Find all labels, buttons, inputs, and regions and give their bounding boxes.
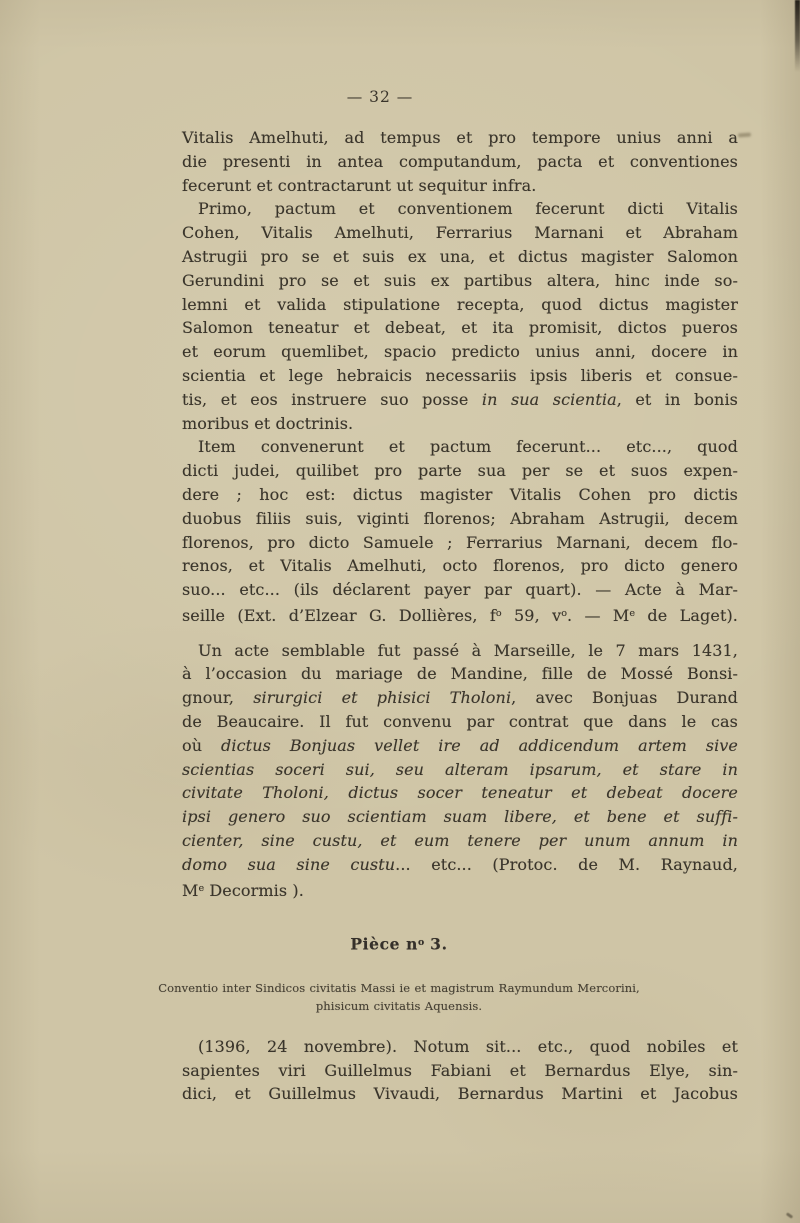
- paragraph: [182, 197, 738, 435]
- text-line: lemni et valida stipulatione recepta, quod dictus magister: [182, 294, 738, 314]
- text-line: [182, 805, 738, 829]
- text-line: moribus et doctrinis.: [182, 413, 354, 433]
- text-line: scientia et lege hebraicis necessariis ipsis liberis et consue-: [182, 365, 738, 385]
- paragraph: [182, 1035, 738, 1106]
- superscript-text: e: [198, 882, 205, 894]
- text-line: gnour, sirurgici et phisici Tholoni, avec Bonjuas Durand: [182, 688, 739, 708]
- text-block: [158, 126, 739, 1106]
- paragraph: [182, 435, 738, 627]
- text-line: de Beaucaire. Il fut convenu par contrat que dans le cas: [182, 711, 738, 731]
- text-line: (1396, 24 novembre). Notum sit... etc., quod nobiles et: [198, 1036, 738, 1056]
- text-line: où dictus Bonjuas vellet ire ad addicendum artem sive: [182, 735, 738, 755]
- text-line: à l’occasion du mariage de Mandine, fille de Mossé Bonsi-: [182, 664, 738, 684]
- italic-text: in sua scientia: [481, 389, 617, 409]
- italic-text: cienter, sine custu, et eum tenere per unum annum in: [182, 830, 738, 850]
- text-line: Gerundini pro se et suis ex partibus altera, hinc inde so-: [182, 270, 738, 290]
- superscript-text: o: [495, 607, 502, 619]
- superscript-text: o: [417, 937, 425, 949]
- text-line: duobus filiis suis, viginti florenos; Abraham Astrugii, decem: [182, 508, 738, 528]
- text-line: dici, et Guillelmus Vivaudi, Bernardus Martini et Jacobus: [182, 1084, 738, 1104]
- text-line: dicti judei, quilibet pro parte sua per se et suos expen-: [182, 461, 738, 481]
- paragraph: [182, 639, 738, 903]
- text-line: Cohen, Vitalis Amelhuti, Ferrarius Marnani et Abraham: [182, 223, 738, 243]
- document-caption: [121, 979, 677, 1015]
- text-line: die presenti in antea computandum, pacta et conventiones: [182, 151, 738, 171]
- italic-text: dictus Bonjuas vellet ire ad addicendum artem sive: [221, 735, 738, 755]
- text-line: Un acte semblable fut passé à Marseille, le 7 mars 1431,: [198, 640, 738, 660]
- text-line: fecerunt et contractarunt ut sequitur infra.: [182, 175, 537, 195]
- scan-speck-artifact: [786, 1212, 793, 1218]
- text-line: [182, 829, 738, 853]
- italic-text: domo sua sine custu: [182, 854, 396, 874]
- text-line: [182, 758, 738, 782]
- italic-text: ipsi genero suo scientiam suam libere, et bene et suffi-: [182, 807, 738, 827]
- text-line: Me Decormis ).: [182, 880, 304, 900]
- caption-line: phisicum civitatis Aquensis.: [315, 998, 483, 1013]
- text-line: seille (Ext. d’Elzear G. Dollières, $f^o$ 59, $v^o$. — Me de Laget).: [182, 605, 738, 625]
- text-line: renos, et Vitalis Amelhuti, octo florenos, pro dicto genero: [182, 556, 738, 576]
- paragraph: [182, 126, 738, 197]
- text-line: florenos, pro dicto Samuele ; Ferrarius Marnani, decem flo-: [182, 532, 738, 552]
- italic-text: scientias soceri sui, seu alteram ipsarum, et stare in: [182, 759, 738, 779]
- text-line: dere ; hoc est: dictus magister Vitalis Cohen pro dictis: [182, 484, 738, 504]
- footer-paragraph-wrap: [182, 1035, 738, 1106]
- superscript-text: o: [561, 607, 567, 619]
- text-line: suo... etc... (ils déclarent payer par quart). — Acte à Mar-: [182, 580, 738, 600]
- scan-edge-artifact: [795, 0, 800, 72]
- text-line: Item convenerunt et pactum fecerunt... etc..., quod: [198, 437, 738, 457]
- text-line: et eorum quemlibet, spacio predicto unius anni, docere in: [182, 342, 738, 362]
- text-line: Vitalis Amelhuti, ad tempus et pro tempore unius anni a: [182, 128, 738, 147]
- italic-text: sirurgici et phisici Tholoni: [253, 688, 512, 708]
- superscript-text: e: [629, 607, 636, 619]
- text-line: tis, et eos instruere suo posse in sua scientia, et in bonis: [182, 389, 738, 409]
- page-number: — 32 —: [346, 88, 414, 106]
- piece-heading: Pièce $n^o$ 3.: [350, 934, 448, 954]
- text-line: Primo, pactum et conventionem fecerunt dicti Vitalis: [198, 199, 738, 219]
- scan-smudge-artifact: [738, 133, 751, 138]
- text-line: Salomon teneatur et debeat, et ita promisit, dictos pueros: [182, 318, 738, 338]
- text-line: domo sua sine custu... etc... (Protoc. de M. Raynaud,: [182, 854, 738, 874]
- body-paragraphs: [182, 126, 738, 902]
- italic-text: civitate Tholoni, dictus socer teneatur et debeat docere: [182, 783, 738, 803]
- text-line: sapientes viri Guillelmus Fabiani et Bernardus Elye, sin-: [182, 1060, 738, 1080]
- text-line: [182, 781, 738, 805]
- caption-line: Conventio inter Sindicos civitatis Massi ie et magistrum Raymundum Mercorini,: [158, 980, 640, 995]
- text-line: Astrugii pro se et suis ex una, et dictus magister Salomon: [182, 246, 738, 266]
